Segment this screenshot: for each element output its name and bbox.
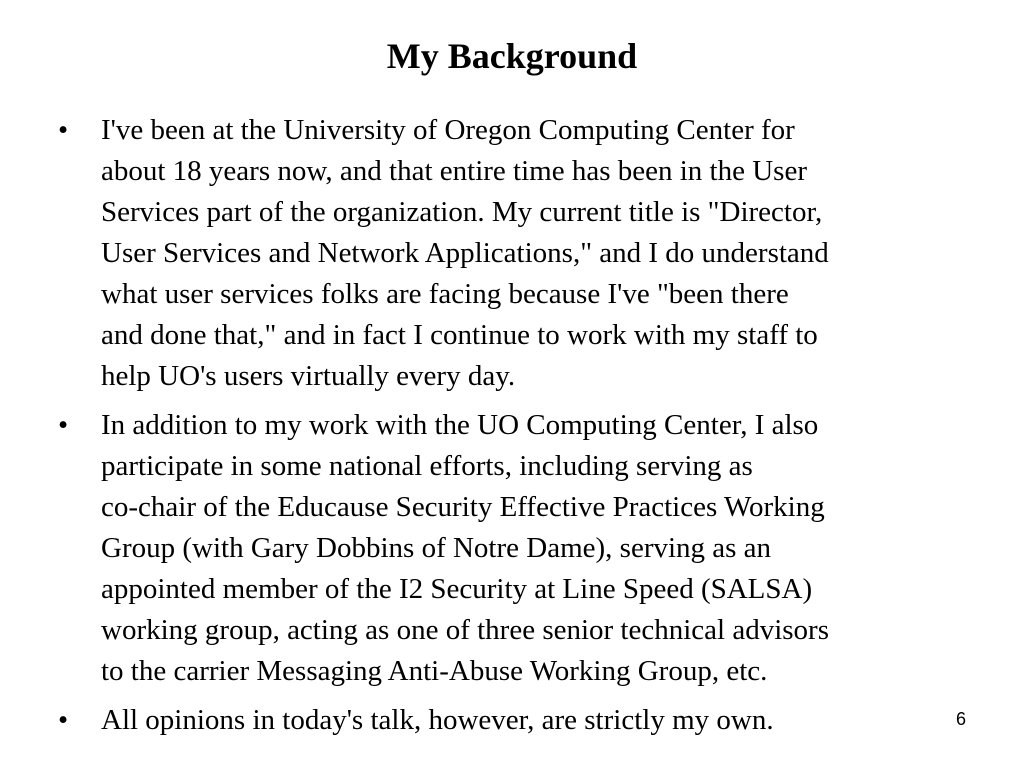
bullet-item xyxy=(0,110,971,397)
bullet-text: In addition to my work with the UO Computing Center, I also participate in some national efforts, including serving as co-chair of the Educause Security Effective Practices Working Group (with Gary Dobbins of Notre Dame), serving as an appointed member of the I2 Security at Line Speed (SALSA) working group, acting as one of three senior technical advisors to the carrier Messaging Anti-Abuse Working Group, etc. xyxy=(101,409,830,687)
bullet-icon: • xyxy=(58,114,69,146)
bullet-item xyxy=(0,405,971,692)
bullet-item xyxy=(0,700,971,741)
bullet-icon: • xyxy=(58,704,69,736)
bullet-list xyxy=(0,110,1024,749)
slide-title: My Background xyxy=(386,36,638,76)
bullet-text: All opinions in today's talk, however, are strictly my own. xyxy=(101,704,774,736)
bullet-icon: • xyxy=(58,409,69,441)
bullet-text: I've been at the University of Oregon Computing Center for about 18 years now, and that entire time has been in the User Services part of the organization. My current title is "Director, User Services and Network Applications," and I do understand what user services folks are facing because I've "been there and done that," and in fact I continue to work with my staff to help UO's users virtually every day. xyxy=(101,114,829,392)
page-number: 6 xyxy=(955,709,966,729)
